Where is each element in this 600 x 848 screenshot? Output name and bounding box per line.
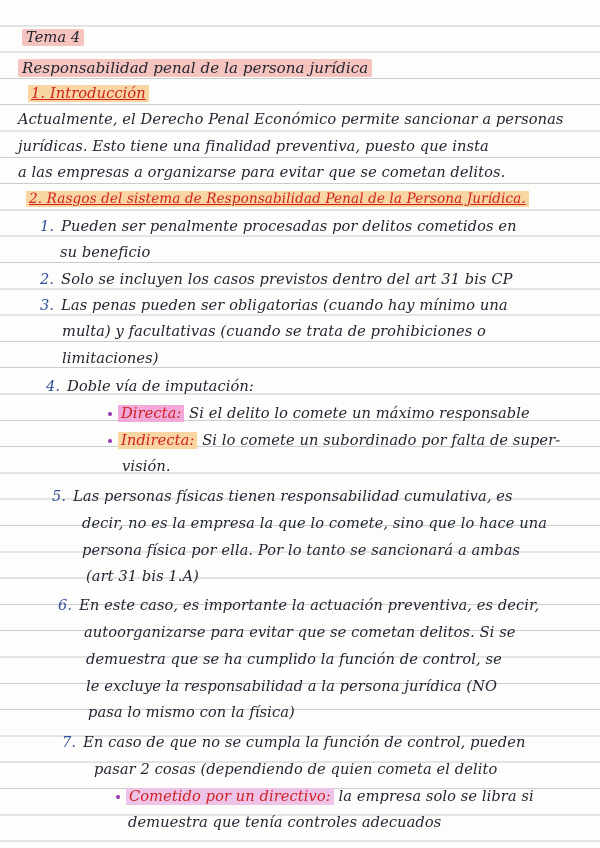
list-item-5: 5. Las personas físicas tienen responsabilidad cumulativa, es — [52, 488, 513, 505]
list-item-2: 2. Solo se incluyen los casos previstos dentro del art 31 bis CP — [40, 271, 513, 288]
list-number: 4. — [46, 378, 61, 395]
list-item-5-cont: (art 31 bis 1.A) — [86, 568, 199, 585]
section1-line: jurídicas. Esto tiene una finalidad preventiva, puesto que insta — [18, 138, 489, 155]
list-number: 5. — [52, 488, 67, 505]
list-item-3: 3. Las penas pueden ser obligatorias (cuando hay mínimo una — [40, 297, 508, 314]
list-item-5-cont: persona física por ella. Por lo tanto se sancionará a ambas — [82, 542, 521, 559]
section2-heading: 2. Rasgos del sistema de Responsabilidad Penal de la Persona Jurídica. — [26, 189, 529, 209]
tema-label: Tema 4 — [22, 28, 84, 48]
list-item-4: 4. Doble vía de imputación: — [46, 378, 254, 395]
list-item-5-cont: decir, no es la empresa la que lo comete, sino que lo hace una — [82, 515, 547, 532]
list-item-1-cont: su beneficio — [60, 244, 151, 261]
list-item-3-cont: multa) y facultativas (cuando se trata de prohibiciones o — [62, 323, 486, 340]
list-item-7: 7. En caso de que no se cumpla la función de control, pueden — [62, 734, 526, 751]
section1-heading: 1. Introducción — [28, 84, 149, 104]
list-number: 7. — [62, 734, 77, 751]
list-number: 1. — [40, 218, 55, 235]
list-item-6-cont: pasa lo mismo con la física) — [88, 704, 295, 721]
subitem-indirecta: Indirecta: Si lo comete un subordinado por falta de super- — [108, 431, 560, 451]
section1-line: Actualmente, el Derecho Penal Económico permite sancionar a personas — [18, 111, 564, 128]
list-item-7-cont: pasar 2 cosas (dependiendo de quien cometa el delito — [94, 761, 498, 778]
subitem-directivo: Cometido por un directivo: la empresa solo se libra si — [116, 787, 534, 807]
list-item-3-cont: limitaciones) — [62, 350, 159, 367]
bullet-icon — [108, 412, 112, 416]
list-item-1: 1. Pueden ser penalmente procesadas por delitos cometidos en — [40, 218, 517, 235]
subitem-directa: Directa: Si el delito lo comete un máximo responsable — [108, 404, 530, 424]
subitem-indirecta-cont: visión. — [122, 458, 171, 475]
bullet-icon — [108, 439, 112, 443]
list-item-6: 6. En este caso, es importante la actuación preventiva, es decir, — [58, 597, 540, 614]
bullet-icon — [116, 795, 120, 799]
section1-line: a las empresas a organizarse para evitar que se cometan delitos. — [18, 164, 506, 181]
list-item-6-cont: demuestra que se ha cumplido la función de control, se — [86, 651, 502, 668]
list-number: 2. — [40, 271, 55, 288]
list-item-6-cont: le excluye la responsabilidad a la persona jurídica (NO — [86, 678, 498, 695]
list-item-6-cont: autoorganizarse para evitar que se cometan delitos. Si se — [84, 624, 516, 641]
page-title: Responsabilidad penal de la persona jurídica — [18, 58, 372, 78]
list-number: 3. — [40, 297, 55, 314]
subitem-directivo-cont: demuestra que tenía controles adecuados — [128, 814, 442, 831]
list-number: 6. — [58, 597, 73, 614]
